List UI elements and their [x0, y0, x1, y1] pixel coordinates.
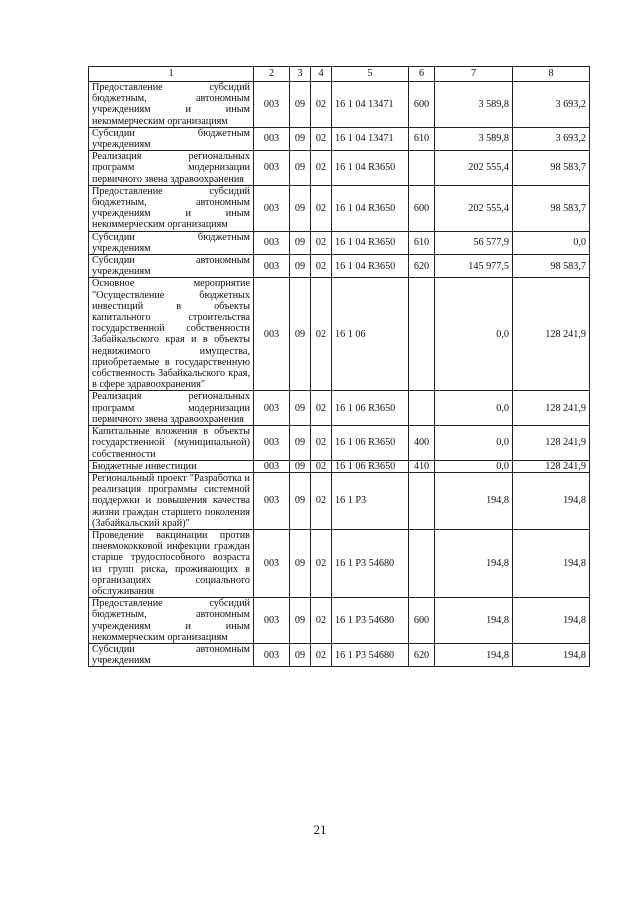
column-header: 3 — [290, 67, 311, 82]
expense-type-cell — [409, 151, 435, 186]
amount-year1-cell: 145 977,5 — [435, 255, 513, 278]
amount-year1-cell: 194,8 — [435, 598, 513, 644]
row-name-cell: Субсидии бюджетным учреждениям — [89, 127, 254, 150]
target-article-cell: 16 1 04 13471 — [332, 82, 409, 128]
section-cell: 09 — [290, 278, 311, 391]
subsection-cell: 02 — [311, 460, 332, 472]
amount-year2-cell: 98 583,7 — [513, 185, 590, 231]
admin-code-cell: 003 — [254, 472, 290, 529]
row-name-cell: Предоставление субсидий бюджетным, автономным учреждениям и иным некоммерческим организациям — [89, 82, 254, 128]
subsection-cell: 02 — [311, 185, 332, 231]
amount-year1-cell: 194,8 — [435, 529, 513, 597]
amount-year2-cell: 194,8 — [513, 643, 590, 666]
table-row — [89, 278, 590, 391]
admin-code-cell: 003 — [254, 185, 290, 231]
subsection-cell: 02 — [311, 151, 332, 186]
table-row — [89, 255, 590, 278]
column-header: 2 — [254, 67, 290, 82]
section-cell: 09 — [290, 643, 311, 666]
amount-year1-cell: 202 555,4 — [435, 151, 513, 186]
table-row — [89, 127, 590, 150]
admin-code-cell: 003 — [254, 151, 290, 186]
subsection-cell: 02 — [311, 82, 332, 128]
row-name-cell: Субсидии автономным учреждениям — [89, 643, 254, 666]
target-article-cell: 16 1 P3 54680 — [332, 643, 409, 666]
row-name-cell: Бюджетные инвестиции — [89, 460, 254, 472]
table-row — [89, 643, 590, 666]
admin-code-cell: 003 — [254, 643, 290, 666]
table-row — [89, 598, 590, 644]
subsection-cell: 02 — [311, 231, 332, 254]
section-cell: 09 — [290, 598, 311, 644]
row-name-cell: Реализация региональных программ модернизации первичного звена здравоохранения — [89, 151, 254, 186]
section-cell: 09 — [290, 529, 311, 597]
expense-type-cell — [409, 278, 435, 391]
target-article-cell: 16 1 06 R3650 — [332, 460, 409, 472]
admin-code-cell: 003 — [254, 598, 290, 644]
amount-year1-cell: 0,0 — [435, 391, 513, 426]
table-row — [89, 82, 590, 128]
admin-code-cell: 003 — [254, 255, 290, 278]
row-name-cell: Субсидии автономным учреждениям — [89, 255, 254, 278]
row-name-cell: Субсидии бюджетным учреждениям — [89, 231, 254, 254]
header-row — [89, 67, 590, 82]
expense-type-cell: 600 — [409, 82, 435, 128]
row-name-cell: Предоставление субсидий бюджетным, автономным учреждениям и иным некоммерческим организациям — [89, 598, 254, 644]
expense-type-cell: 600 — [409, 185, 435, 231]
budget-table — [88, 66, 590, 667]
section-cell: 09 — [290, 391, 311, 426]
section-cell: 09 — [290, 82, 311, 128]
amount-year1-cell: 0,0 — [435, 460, 513, 472]
section-cell: 09 — [290, 472, 311, 529]
section-cell: 09 — [290, 151, 311, 186]
row-name-cell: Основное мероприятие "Осуществление бюджетных инвестиций в объекты капитального строительства государственной собственности Забайкальского края и в объекты недвижимого имущества, приобретаемые в государственную собственность Забайкальского края, в сфере здравоохранения" — [89, 278, 254, 391]
table-row — [89, 151, 590, 186]
target-article-cell: 16 1 P3 — [332, 472, 409, 529]
page-number: 21 — [313, 822, 327, 837]
amount-year1-cell: 3 589,8 — [435, 82, 513, 128]
target-article-cell: 16 1 04 R3650 — [332, 231, 409, 254]
target-article-cell: 16 1 P3 54680 — [332, 529, 409, 597]
section-cell: 09 — [290, 127, 311, 150]
amount-year2-cell: 3 693,2 — [513, 127, 590, 150]
expense-type-cell: 620 — [409, 255, 435, 278]
column-header: 6 — [409, 67, 435, 82]
admin-code-cell: 003 — [254, 231, 290, 254]
target-article-cell: 16 1 P3 54680 — [332, 598, 409, 644]
expense-type-cell: 400 — [409, 426, 435, 461]
admin-code-cell: 003 — [254, 391, 290, 426]
expense-type-cell — [409, 391, 435, 426]
amount-year1-cell: 0,0 — [435, 278, 513, 391]
admin-code-cell: 003 — [254, 127, 290, 150]
subsection-cell: 02 — [311, 391, 332, 426]
amount-year1-cell: 202 555,4 — [435, 185, 513, 231]
amount-year1-cell: 0,0 — [435, 426, 513, 461]
expense-type-cell — [409, 472, 435, 529]
expense-type-cell: 600 — [409, 598, 435, 644]
expense-type-cell: 610 — [409, 231, 435, 254]
amount-year1-cell: 56 577,9 — [435, 231, 513, 254]
table-row — [89, 472, 590, 529]
admin-code-cell: 003 — [254, 529, 290, 597]
row-name-cell: Капитальные вложения в объекты государственной (муниципальной) собственности — [89, 426, 254, 461]
amount-year1-cell: 194,8 — [435, 472, 513, 529]
table-row — [89, 231, 590, 254]
amount-year2-cell: 194,8 — [513, 529, 590, 597]
amount-year2-cell: 98 583,7 — [513, 255, 590, 278]
target-article-cell: 16 1 04 R3650 — [332, 151, 409, 186]
amount-year2-cell: 98 583,7 — [513, 151, 590, 186]
table-body — [89, 82, 590, 667]
admin-code-cell: 003 — [254, 460, 290, 472]
subsection-cell: 02 — [311, 278, 332, 391]
expense-type-cell: 410 — [409, 460, 435, 472]
table-row — [89, 460, 590, 472]
target-article-cell: 16 1 04 R3650 — [332, 255, 409, 278]
expense-type-cell: 610 — [409, 127, 435, 150]
section-cell: 09 — [290, 255, 311, 278]
amount-year2-cell: 128 241,9 — [513, 460, 590, 472]
row-name-cell: Предоставление субсидий бюджетным, автономным учреждениям и иным некоммерческим организациям — [89, 185, 254, 231]
target-article-cell: 16 1 06 R3650 — [332, 426, 409, 461]
subsection-cell: 02 — [311, 127, 332, 150]
amount-year2-cell: 128 241,9 — [513, 391, 590, 426]
amount-year2-cell: 3 693,2 — [513, 82, 590, 128]
amount-year2-cell: 194,8 — [513, 472, 590, 529]
target-article-cell: 16 1 06 — [332, 278, 409, 391]
section-cell: 09 — [290, 185, 311, 231]
table-row — [89, 426, 590, 461]
amount-year1-cell: 194,8 — [435, 643, 513, 666]
row-name-cell: Региональный проект "Разработка и реализация программы системной поддержки и повышения качества жизни граждан старшего поколения (Забайкальский край)" — [89, 472, 254, 529]
amount-year1-cell: 3 589,8 — [435, 127, 513, 150]
amount-year2-cell: 194,8 — [513, 598, 590, 644]
column-header: 5 — [332, 67, 409, 82]
table-row — [89, 185, 590, 231]
subsection-cell: 02 — [311, 529, 332, 597]
admin-code-cell: 003 — [254, 82, 290, 128]
expense-type-cell — [409, 529, 435, 597]
column-header: 4 — [311, 67, 332, 82]
target-article-cell: 16 1 06 R3650 — [332, 391, 409, 426]
column-header: 7 — [435, 67, 513, 82]
row-name-cell: Реализация региональных программ модернизации первичного звена здравоохранения — [89, 391, 254, 426]
section-cell: 09 — [290, 460, 311, 472]
amount-year2-cell: 128 241,9 — [513, 426, 590, 461]
section-cell: 09 — [290, 231, 311, 254]
target-article-cell: 16 1 04 13471 — [332, 127, 409, 150]
table-row — [89, 391, 590, 426]
table-row — [89, 529, 590, 597]
subsection-cell: 02 — [311, 472, 332, 529]
amount-year2-cell: 128 241,9 — [513, 278, 590, 391]
column-header: 8 — [513, 67, 590, 82]
expense-type-cell: 620 — [409, 643, 435, 666]
admin-code-cell: 003 — [254, 426, 290, 461]
target-article-cell: 16 1 04 R3650 — [332, 185, 409, 231]
subsection-cell: 02 — [311, 426, 332, 461]
admin-code-cell: 003 — [254, 278, 290, 391]
subsection-cell: 02 — [311, 643, 332, 666]
row-name-cell: Проведение вакцинации против пневмококковой инфекции граждан старше трудоспособного возраста из групп риска, проживающих в организациях социального обслуживания — [89, 529, 254, 597]
section-cell: 09 — [290, 426, 311, 461]
subsection-cell: 02 — [311, 255, 332, 278]
column-header: 1 — [89, 67, 254, 82]
subsection-cell: 02 — [311, 598, 332, 644]
amount-year2-cell: 0,0 — [513, 231, 590, 254]
